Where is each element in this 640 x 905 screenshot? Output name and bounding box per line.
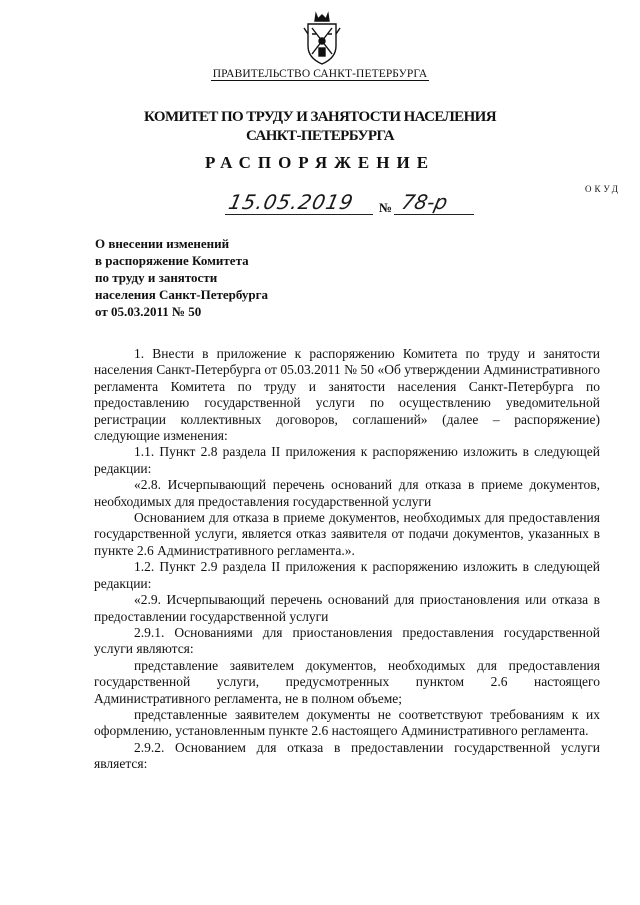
body-paragraph: «2.9. Исчерпывающий перечень оснований для приостановления или отказа в предоставлении государственной услуги <box>94 592 600 624</box>
body-paragraph: представление заявителем документов, необходимых для предоставления государственной услуги, предусмотренных пунктом 2.6 настоящего Административного регламента, не в полном объеме; <box>94 657 600 706</box>
committee-title-line1: КОМИТЕТ ПО ТРУДУ И ЗАНЯТОСТИ НАСЕЛЕНИЯ <box>144 109 496 125</box>
document-date: 15.05.2019 <box>226 190 357 214</box>
document-subject <box>95 235 355 320</box>
committee-title-line2: САНКТ-ПЕТЕРБУРГА <box>245 128 394 144</box>
document-type-title: РАСПОРЯЖЕНИЕ <box>204 153 436 172</box>
subject-line: населения Санкт-Петербурга <box>95 287 269 302</box>
number-underline <box>394 214 474 215</box>
body-paragraph: 2.9.2. Основанием для отказа в предоставлении государственной услуги является: <box>94 739 600 772</box>
body-paragraph: 1. Внести в приложение к распоряжению Комитета по труду и занятости населения Санкт-Петербурга от 05.03.2011 № 50 «Об утверждении Административного регламента Комитета по труду и занятости населения Санкт-Петербурга по предоставлению государственной услуги по осуществлению уведомительной регистрации коллективных договоров, соглашений» (далее – распоряжение) следующие изменения: <box>94 346 600 444</box>
number-sign: № <box>379 200 393 215</box>
document-number: 78-р <box>399 190 450 214</box>
subject-line: по труду и занятости <box>95 270 218 285</box>
body-paragraph: 1.1. Пункт 2.8 раздела II приложения к распоряжению изложить в следующей редакции: <box>94 444 600 476</box>
body-paragraph: 2.9.1. Основаниями для приостановления предоставления государственной услуги являются: <box>94 624 600 657</box>
subject-line: от 05.03.2011 № 50 <box>95 304 202 319</box>
document-body <box>94 346 600 773</box>
body-paragraph: «2.8. Исчерпывающий перечень оснований для отказа в приеме документов, необходимых для предоставления государственной услуги <box>94 477 600 509</box>
subject-line: в распоряжение Комитета <box>95 253 249 268</box>
body-paragraph: 1.2. Пункт 2.9 раздела II приложения к распоряжению изложить в следующей редакции: <box>94 559 600 591</box>
body-paragraph: представленные заявителем документы не соответствуют требованиям к их оформлению, установленным пункте 2.6 настоящего Административного регламента. <box>94 706 600 739</box>
body-paragraph: Основанием для отказа в приеме документов, необходимых для предоставления государственной услуги, является отказ заявителя от подачи документов, указанных в пункте 2.6 Административного регламента.». <box>94 510 600 558</box>
date-underline <box>225 214 373 215</box>
government-title: ПРАВИТЕЛЬСТВО САНКТ-ПЕТЕРБУРГА <box>212 68 428 80</box>
subject-line: О внесении изменений <box>95 236 230 251</box>
okud-label: ОКУД <box>585 184 621 194</box>
coat-of-arms-icon <box>298 10 346 70</box>
coat-of-arms-emblem <box>298 10 346 70</box>
